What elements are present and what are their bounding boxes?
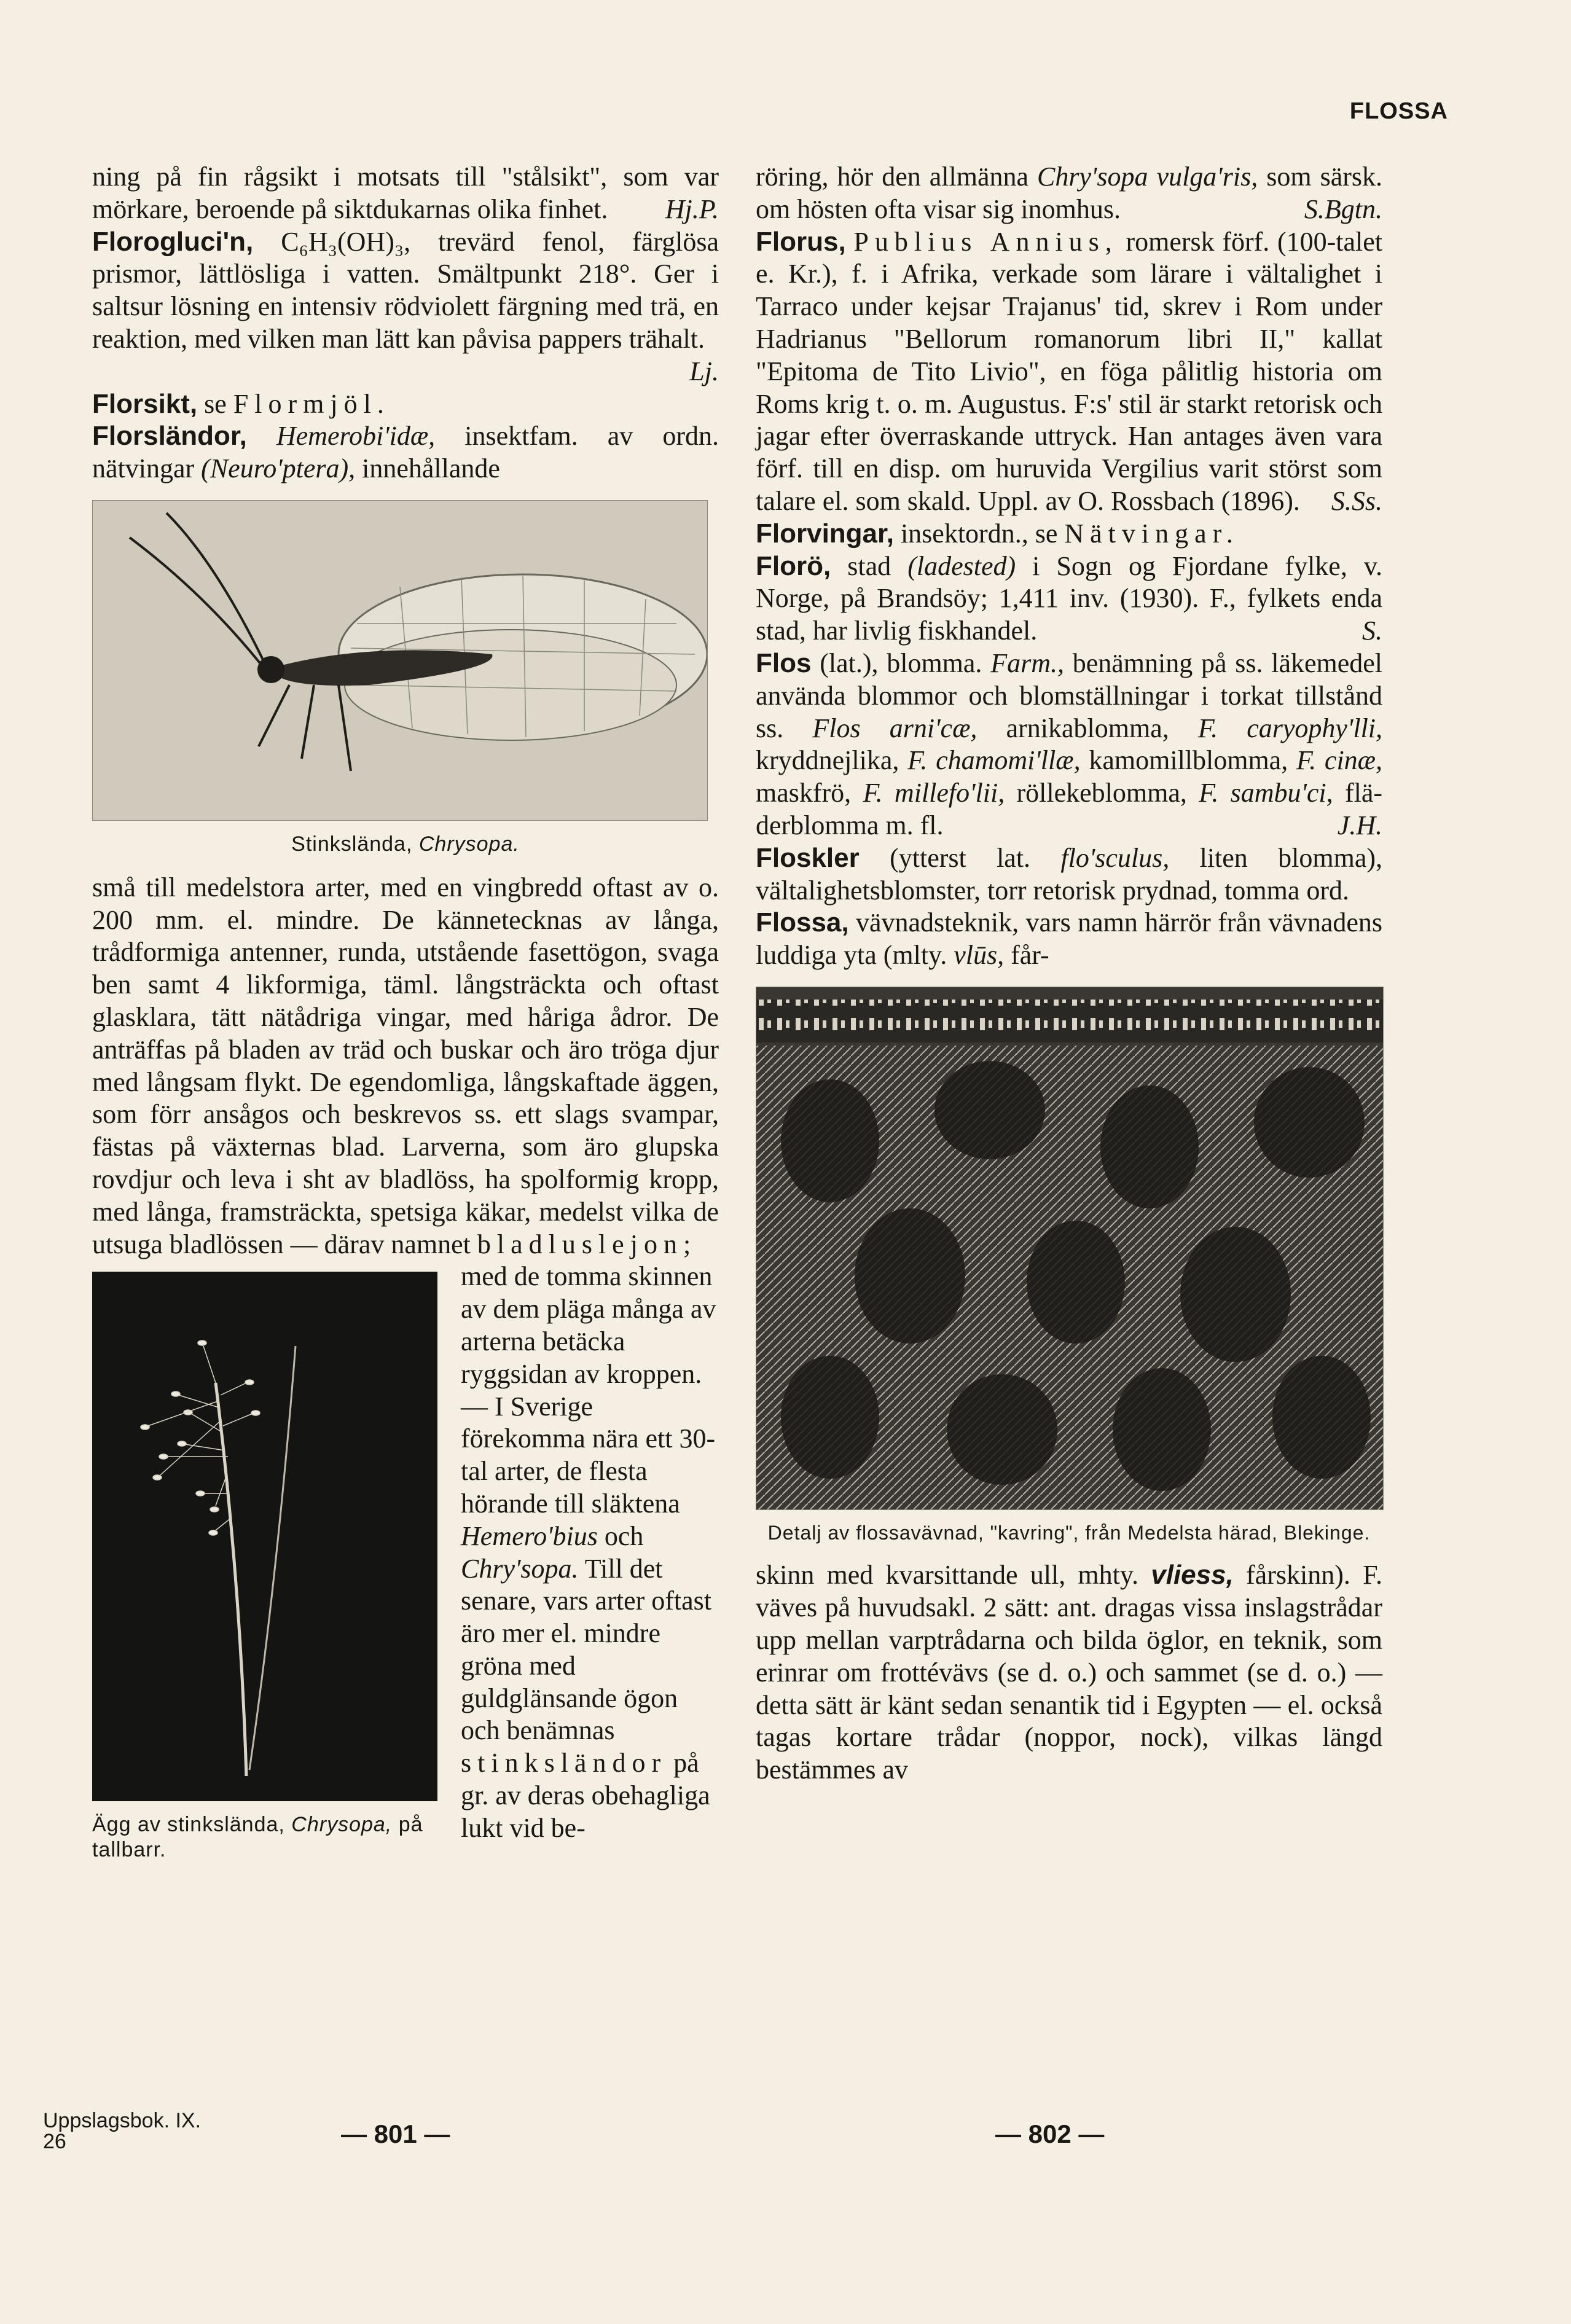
page-number-right: — 802 — bbox=[995, 2119, 1105, 2148]
eggs-on-pine-needle-illustration bbox=[93, 1272, 437, 1801]
left-column bbox=[92, 161, 719, 1869]
paragraph: skinn med kvarsittande ull, mhty. vliess, fårskinn). F. väves på huvudsakl. 2 sätt: ant. dragas vissa inslagstrådar upp mellan varptrådarna och bilda öglor, en teknik, som erinrar om frottévävs (se d. o.) och sammet (se d. o.) — detta sätt är känt sedan senantik tid i Egypten — el. också tagas kortare trådar (noppor, nock), vilkas längd bestämmes av bbox=[756, 1560, 1383, 1785]
entry-floskler: Floskler (ytterst lat. flo'sculus, liten blomma), vältalighetsblomster, torr retorisk prydnad, tomma ord. bbox=[756, 842, 1382, 906]
entry-headword: Floskler bbox=[756, 842, 860, 873]
author-signature: S.Bgtn. bbox=[1304, 194, 1382, 224]
lacewing-illustration bbox=[93, 501, 707, 820]
right-column bbox=[756, 161, 1382, 1786]
entry-flossa: Flossa, vävnadsteknik, vars namn härrör från vävnadens luddiga yta (mlty. vlūs, får- bbox=[756, 907, 1383, 971]
entry-headword: Florogluci'n, bbox=[92, 226, 254, 257]
figure-caption: Stinksländа, Chrysopa. bbox=[291, 832, 520, 856]
paragraph: ning på fin rågsikt i motsats till "stålsikt", som var mörkare, beroende på siktdukarnas olika finhet. Hj.P. bbox=[92, 161, 719, 226]
entry-headword: Florsikt, bbox=[92, 388, 198, 419]
figure-caption: Detalj av flossavävnad, "kavring", från Medelsta härad, Blekinge. bbox=[767, 1521, 1371, 1544]
spaced-term: stinksländor bbox=[461, 1748, 667, 1778]
entry-headword: Florö, bbox=[756, 550, 831, 581]
author-signature: Hj.P. bbox=[665, 194, 719, 224]
author-signature: Lj. bbox=[689, 356, 719, 386]
eggs-photo bbox=[92, 1272, 437, 1801]
lacewing-photo bbox=[92, 500, 708, 821]
figure-lacewing bbox=[92, 500, 719, 857]
entry-florsikt: Florsikt, se Flormjöl. bbox=[92, 388, 390, 419]
entry-florogluci: Florogluci'n, C₆H₃(OH)₃, trevärd fenol, färglösa prismor, lättlösliga i vatten. Smältpunkt 218°. Ger i saltsur lösning en intensiv rödviolett färgning med trä, en reaktion, med vilken man lätt kan påvisa pappers trähalt. Lj. bbox=[92, 226, 719, 356]
figure-caption: Ägg av stinkslända, Chrysopa, på tallbarr. bbox=[92, 1813, 423, 1862]
cross-reference: Nätvingar. bbox=[1064, 518, 1239, 549]
entry-florvingar: Florvingar, insektordn., se Nätvingar. bbox=[756, 518, 1239, 549]
paragraph: med de tomma skinnen av dem pläga många av arterna betäcka ryggsidan av kroppen. — I Sverige förekomma nära ett 30-tal arter, de flesta hörande till släktena Hemero'bius och Chry'sopa. Till det senare, vars arter oftast äro mer el. mindre gröna med guldglänsande ögon och benämnas stinksländor på gr. av deras obehagliga lukt vid be- bbox=[461, 1261, 716, 1843]
paragraph: små till medelstora arter, med en vingbredd oftast av o. 200 mm. el. mindre. De kännetecknas av långa, trådformiga antenner, runda, utstående fasettögon, svaga ben samt 4 likformiga, täml. långsträckta och oftast glasklara, tätt nätådriga vingar, med håriga ådror. De anträffas på bladen av träd och buskar och äro tröga djur med långsam flykt. De egendomliga, långskaftade äggen, som förr ansågos och beskrevos ss. ett slags svampar, fästas på växternas blad. Larverna, som äro glupska rovdjur och leva i sht av bladlöss, ha spolformig kropp, med långa, framsträckta, spetsiga käkar, medelst vilka de utsuga bladlössen — därav namnet bladluslejon; bbox=[92, 872, 719, 1259]
page-number-left: — 801 — bbox=[341, 2119, 450, 2148]
running-head: FLOSSA bbox=[1349, 98, 1448, 124]
cross-reference: Flormjöl. bbox=[233, 388, 390, 419]
entry-headword: Florvingar, bbox=[756, 518, 894, 549]
entry-flos: Flos (lat.), blomma. Farm., benämning på ss. läkemedel använda blommor och blomställningar i torkat tillstånd ss. Flos arni'cæ, arnikablomma, F. caryophy'lli, kryddnejlika, F. chamomi'llæ, kamomillblomma, F. cinæ, maskfrö, F. millefo'lii, röllekeblomma, F. sambu'ci, flä-derblomma m. fl. J.H. bbox=[756, 648, 1382, 842]
entry-florus: Florus, Publius Annius, romersk förf. (100-talet e. Kr.), f. i Afrika, verkade som lärare i vältalighet i Tarraco under kejsar Trajanus' tid, skrev i Rom under Hadrianus "Bellorum romanorum libri II," kallat "Epitoma de Tito Livio", en föga pålitlig historia om Roms krig t. o. m. Augustus. F:s' stil är starkt retorisk och jagar efter överraskande uttryck. Han antages även vara förf. till en disp. om huruvida Vergilius varit störst som talare el. som skald. Uppl. av O. Rossbach (1896). S.Ss. bbox=[756, 226, 1382, 518]
entry-floro: Florö, stad (ladested) i Sogn og Fjordane fylke, v. Norge, på Brandsöy; 1,411 inv. (1930). F., fylkets enda stad, har livlig fiskhandel. S. bbox=[756, 550, 1382, 648]
entry-headword: Florsländor, bbox=[92, 421, 247, 452]
entry-florslandor: Florsländor, Hemerobi'idæ, insektfam. av ordn. nätvingar (Neuro'ptera), innehållande bbox=[92, 421, 719, 484]
sheet-number: 26 bbox=[43, 2130, 66, 2153]
author-signature: S.Ss. bbox=[1331, 485, 1382, 516]
figure-eggs bbox=[92, 1272, 436, 1863]
footer-signature bbox=[43, 2110, 201, 2152]
book-volume: Uppslagsbok. IX. bbox=[43, 2109, 202, 2132]
figure-flossa bbox=[756, 987, 1382, 1544]
paragraph: röring, hör den allmänna Chry'sopa vulga'ris, som särsk. om hösten ofta visar sig inomhus. S.Bgtn. bbox=[756, 161, 1382, 226]
entry-headword: Flos bbox=[756, 648, 812, 678]
entry-headword: Florus, bbox=[756, 226, 846, 257]
flossa-textile-photo bbox=[756, 987, 1384, 1510]
spaced-term: bladluslejon; bbox=[477, 1229, 697, 1259]
entry-headword: Flossa, bbox=[756, 907, 849, 938]
author-signature: J.H. bbox=[1337, 810, 1382, 840]
pile-weave-illustration bbox=[756, 987, 1383, 1509]
author-signature: S. bbox=[1362, 616, 1382, 646]
